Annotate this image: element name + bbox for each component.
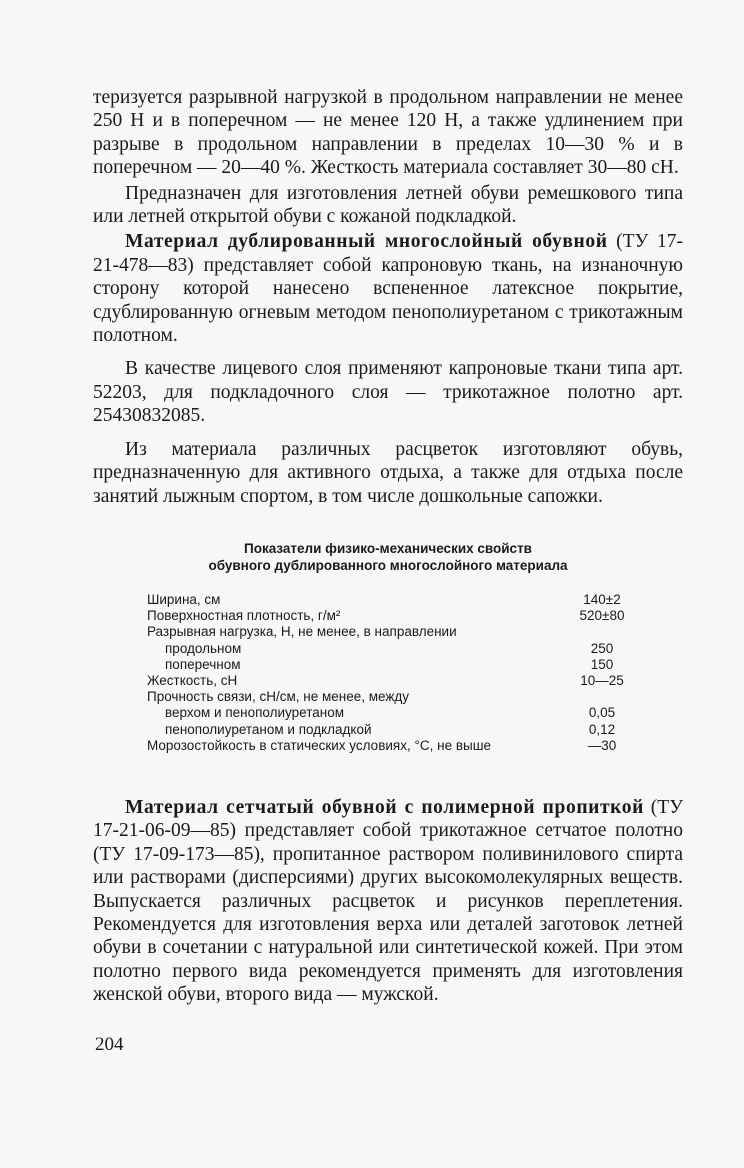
property-label: верхом и пенополиуретаном	[165, 705, 344, 721]
page-number: 204	[95, 1034, 124, 1055]
table-row	[147, 641, 637, 657]
table-row	[147, 657, 637, 673]
table-row	[147, 722, 637, 738]
property-label: Жесткость, сН	[147, 672, 238, 688]
property-label: Морозостойкость в статических условиях, °С, не выше	[147, 737, 492, 753]
table-row	[147, 738, 637, 754]
table-title	[93, 540, 683, 574]
paragraph-duplicated-material	[93, 230, 683, 347]
page-content	[93, 86, 683, 1007]
table-row	[147, 705, 637, 721]
table-row	[147, 689, 637, 705]
material-title-duplicated: Материал дублированный многослойный обувной	[125, 231, 608, 253]
property-value	[567, 689, 637, 705]
paragraph-usage: Из материала различных расцветок изготовляют обувь, предназначенную для активного отдыха, а также для отдыха после занятий лыжным спортом, в том числе дошкольные сапожки.	[93, 438, 683, 507]
table-title-line-2: обувного дублированного многослойного материала	[208, 557, 568, 573]
property-value: 250	[590, 640, 614, 656]
material-description-mesh: (ТУ 17-21-06-09—85) представляет собой трикотажное сетчатое полотно (ТУ 17-09-173—85), пропитанное раствором поливинилового спирта или растворами (дисперсиями) других высокомолекулярных веществ. Выпускается различных расцветок и рисунков переплетения. Рекомендуется для изготовления верха или деталей заготовок летней обуви в сочетании с натуральной или синтетической кожей. При этом полотно первого вида рекомендуется применять для изготовления женской обуви, второго вида — мужской.	[93, 796, 683, 1006]
paragraph-purpose: Предназначен для изготовления летней обуви ремешкового типа или летней открытой обуви с кожаной подкладкой.	[93, 182, 683, 228]
paragraph-mesh-material	[93, 796, 683, 1007]
paragraph-face-layer: В качестве лицевого слоя применяют капроновые ткани типа арт. 52203, для подкладочного слоя — трикотажное полотно арт. 25430832085.	[93, 358, 683, 427]
table-row	[147, 608, 637, 624]
property-value: 520±80	[579, 608, 625, 624]
property-value: 0,05	[588, 705, 616, 721]
table-row	[147, 592, 637, 608]
properties-table	[147, 592, 637, 754]
material-title-mesh: Материал сетчатый обувной с полимерной пропиткой	[125, 796, 644, 818]
property-label: продольном	[165, 640, 242, 656]
property-value: 150	[590, 656, 614, 672]
property-value	[567, 624, 637, 640]
table-row	[147, 673, 637, 689]
property-label: Поверхностная плотность, г/м²	[147, 608, 341, 624]
table-row	[147, 624, 637, 640]
property-value: 10—25	[580, 672, 624, 688]
property-value: 140±2	[583, 591, 621, 607]
paragraph-continuation: теризуется разрывной нагрузкой в продольном направлении не менее 250 Н и в поперечном — не менее 120 Н, а также удлинением при разрыве в продольном направлении в пределах 10—30 % и в поперечном — 20—40 %. Жесткость материала составляет 30—80 сН.	[93, 87, 683, 179]
property-label: Прочность связи, сН/см, не менее, между	[147, 689, 410, 705]
property-value: —30	[587, 737, 617, 753]
property-label: Ширина, см	[147, 591, 221, 607]
property-label: пенополиуретаном и подкладкой	[165, 721, 372, 737]
property-label: Разрывная нагрузка, Н, не менее, в направлении	[147, 624, 457, 640]
property-label: поперечном	[165, 656, 241, 672]
property-value: 0,12	[588, 721, 616, 737]
table-title-line-1: Показатели физико-механических свойств	[244, 540, 532, 556]
material-description-duplicated: (ТУ 17-21-478—83) представляет собой капроновую ткань, на изнаночную сторону которой нанесено вспененное латексное покрытие, сдублированную огневым методом пенополиуретаном с трикотажным полотном.	[93, 231, 683, 347]
